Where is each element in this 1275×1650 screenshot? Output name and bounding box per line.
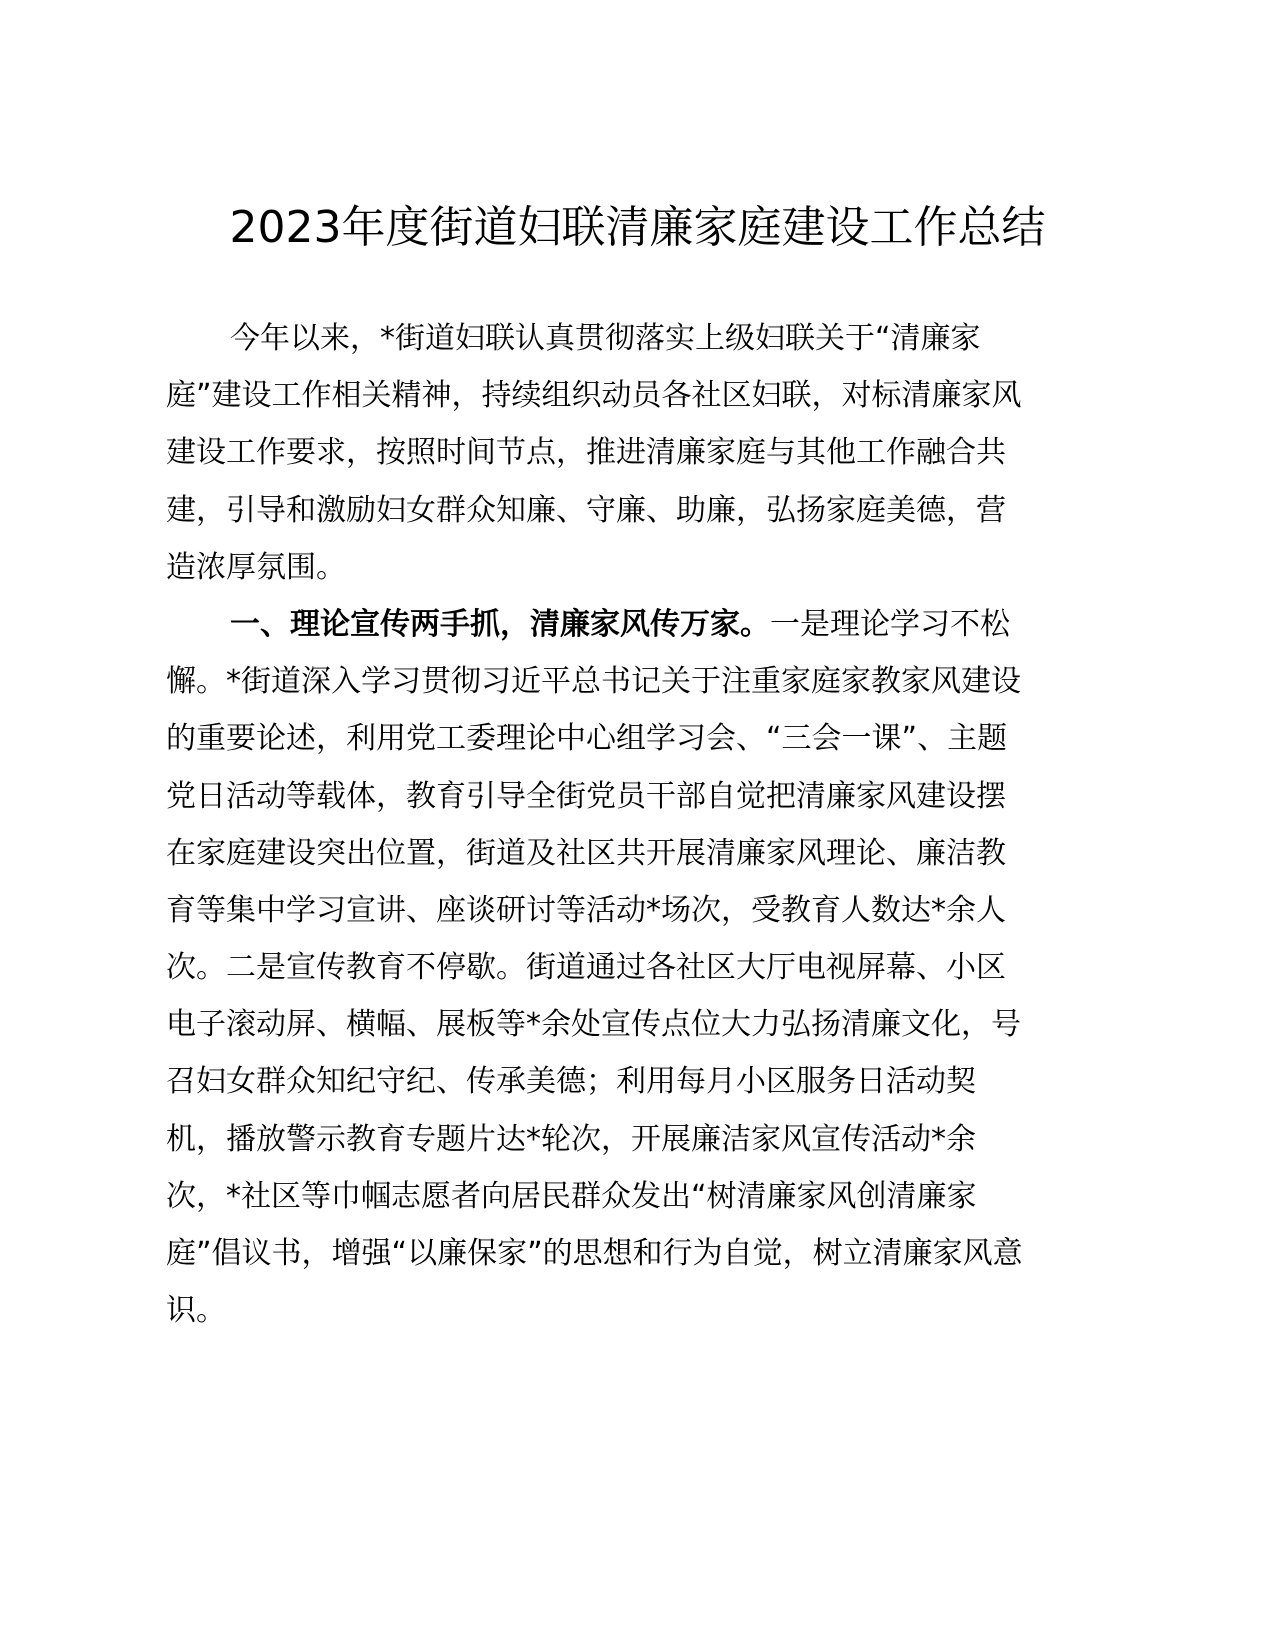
paragraph-line: 党日活动等载体，教育引导全街党员干部自觉把清廉家风建设摆 — [166, 778, 1006, 814]
paragraph-line: 育等集中学习宣讲、座谈研讨等活动*场次，受教育人数达*余人 — [166, 892, 1006, 928]
paragraph-line: 建设工作要求，按照时间节点，推进清廉家庭与其他工作融合共 — [166, 435, 1006, 471]
paragraph-line: 召妇女群众知纪守纪、传承美德；利用每月小区服务日活动契 — [166, 1064, 976, 1100]
section-text: 一是理论学习不松 — [770, 606, 1010, 642]
section-heading: 一、理论宣传两手抓，清廉家风传万家。 — [230, 606, 770, 642]
paragraph-line: 建，引导和激励妇女群众知廉、守廉、助廉，弘扬家庭美德，营 — [166, 492, 1006, 528]
paragraph-line: 电子滚动屏、横幅、展板等*余处宣传点位大力弘扬清廉文化，号 — [166, 1007, 1021, 1043]
paragraph-line: 庭”建设工作相关精神，持续组织动员各社区妇联，对标清廉家风 — [166, 378, 1022, 414]
paragraph-line: 今年以来，*街道妇联认真贯彻落实上级妇联关于“清廉家 — [230, 321, 981, 356]
paragraph-line: 机，播放警示教育专题片达*轮次，开展廉洁家风宣传活动*余 — [166, 1121, 976, 1157]
paragraph-line: 次。二是宣传教育不停歇。街道通过各社区大厅电视屏幕、小区 — [166, 950, 1006, 986]
paragraph-line: 在家庭建设突出位置，街道及社区共开展清廉家风理论、廉洁教 — [166, 835, 1006, 871]
paragraph-line: 庭”倡议书，增强“以廉保家”的思想和行为自觉，树立清廉家风意 — [166, 1236, 1023, 1271]
paragraph-line: 懈。*街道深入学习贯彻习近平总书记关于注重家庭家教家风建设 — [166, 664, 1021, 700]
section-one-first-line — [166, 596, 1116, 653]
document-title: 2023年度街道妇联清廉家庭建设工作总结 — [229, 202, 1046, 253]
paragraph-line: 次，*社区等巾帼志愿者向居民群众发出“树清廉家风创清廉家 — [166, 1178, 977, 1214]
document-body — [166, 310, 1116, 1339]
paragraph-line: 造浓厚氛围。 — [166, 549, 346, 585]
paragraph-line: 识。 — [166, 1293, 226, 1329]
paragraph-line: 的重要论述，利用党工委理论中心组学习会、“三会一课”、主题 — [166, 721, 1008, 757]
